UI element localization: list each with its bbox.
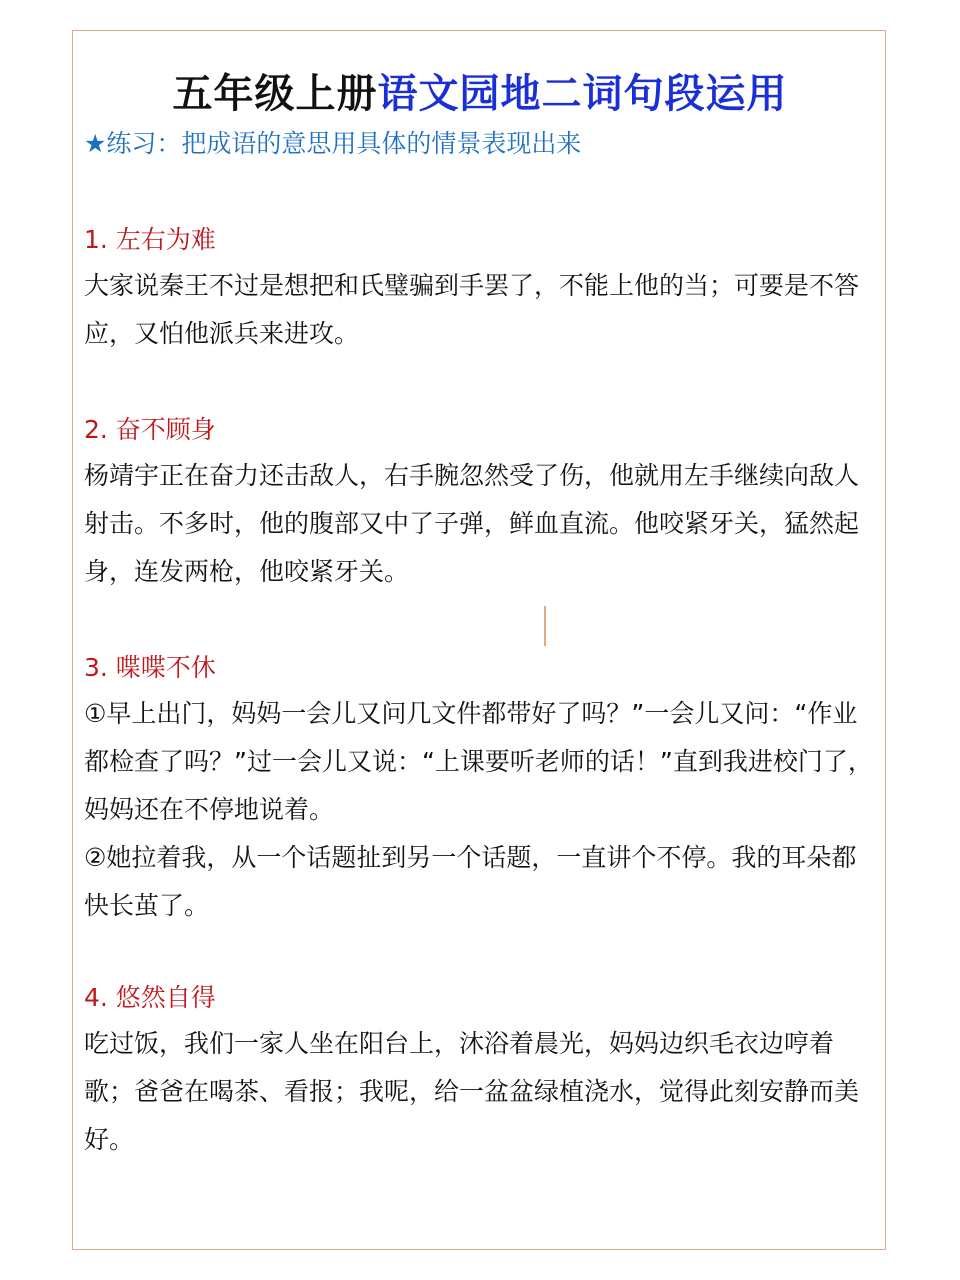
section-heading-1: 1. 左右为难 <box>84 225 216 254</box>
section-paragraph-3b: ②她拉着我，从一个话题扯到另一个话题，一直讲个不停。我的耳朵都快长茧了。 <box>84 843 857 920</box>
exercise-instruction: ★练习：把成语的意思用具体的情景表现出来 <box>84 129 582 158</box>
title-topic: 语文园地二词句段运用 <box>377 70 788 117</box>
section-paragraph-2: 杨靖宇正在奋力还击敌人，右手腕忽然受了伤，他就用左手继续向敌人射击。不多时，他的腹部又中了子弹，鲜血直流。他咬紧牙关，猛然起身，连发两枪，他咬紧牙关。 <box>84 461 860 586</box>
section-heading-4: 4. 悠然自得 <box>84 983 216 1012</box>
section-heading-2: 2. 奋不顾身 <box>84 415 216 444</box>
section-paragraph-1: 大家说秦王不过是想把和氏璧骗到手罢了，不能上他的当；可要是不答应，又怕他派兵来进攻。 <box>84 271 860 348</box>
page-title <box>0 66 960 122</box>
divider-mark <box>544 606 546 646</box>
section-paragraph-3a: ①早上出门，妈妈一会儿又问几文件都带好了吗？”一会儿又问：“作业都检查了吗？”过一会儿又说：“上课要听老师的话！”直到我进校门了，妈妈还在不停地说着。 <box>84 699 873 824</box>
section-heading-3: 3. 喋喋不休 <box>84 653 216 682</box>
section-paragraph-4: 吃过饭，我们一家人坐在阳台上，沐浴着晨光，妈妈边织毛衣边哼着歌；爸爸在喝茶、看报；我呢，给一盆盆绿植浇水，觉得此刻安静而美好。 <box>84 1029 860 1154</box>
title-grade: 五年级上册 <box>172 70 378 117</box>
